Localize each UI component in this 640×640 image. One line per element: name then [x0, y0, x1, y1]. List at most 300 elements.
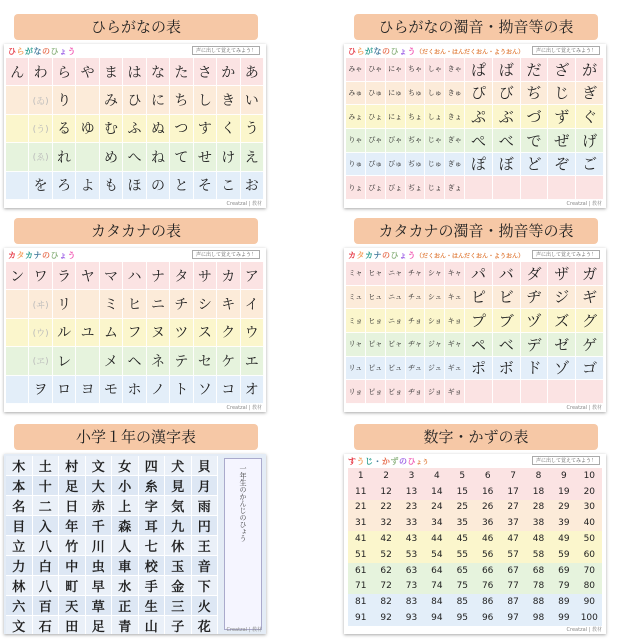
number-cell: 82	[373, 594, 398, 610]
number-cell: 95	[450, 610, 475, 626]
kanji-grid	[6, 456, 218, 632]
kana-cell: ダ	[521, 262, 549, 286]
kanji-cell: 年	[59, 516, 86, 536]
kanji-cell: 十	[33, 476, 60, 496]
subtitle-char: ひ	[348, 47, 356, 56]
kanji-cell: 七	[139, 536, 166, 556]
numbers-sheet	[344, 454, 606, 634]
kana-cell: ヂョ	[406, 380, 426, 404]
number-cell: 28	[526, 500, 551, 516]
subtitle-char: が	[25, 47, 33, 56]
number-cell: 68	[526, 563, 551, 579]
kana-cell: (ゑ)	[29, 143, 52, 171]
subtitle-char: ょ	[59, 251, 67, 260]
number-cell: 9	[551, 468, 576, 484]
kana-cell: ぐ	[576, 105, 604, 129]
kana-cell: ヂャ	[406, 333, 426, 357]
kana-cell: リャ	[346, 333, 366, 357]
number-cell: 70	[577, 563, 602, 579]
number-cell: 15	[450, 484, 475, 500]
kana-cell: ひょ	[366, 105, 386, 129]
kana-cell: みゅ	[346, 82, 366, 106]
subtitle-char: ひ	[8, 47, 16, 56]
kana-cell: じゅ	[425, 153, 445, 177]
kana-cell: モ	[100, 376, 123, 404]
kana-cell: れ	[53, 143, 76, 171]
kana-cell: そ	[194, 172, 217, 200]
number-cell: 55	[450, 547, 475, 563]
kana-cell: り	[53, 86, 76, 114]
kana-cell: きょ	[445, 105, 465, 129]
subtitle-char: カ	[8, 251, 16, 260]
kana-cell: を	[29, 172, 52, 200]
kana-cell: ジ	[548, 286, 576, 310]
kana-cell: デ	[521, 333, 549, 357]
kana-cell: う	[241, 115, 264, 143]
kana-cell	[521, 176, 549, 200]
kana-cell: ノ	[147, 376, 170, 404]
kana-cell: ギュ	[445, 357, 465, 381]
number-cell: 83	[399, 594, 424, 610]
kana-cell	[465, 176, 493, 200]
subtitle-char: う	[407, 47, 416, 56]
kana-cell: ハ	[123, 262, 146, 290]
kana-cell: グ	[576, 309, 604, 333]
subtitle-char: ナ	[33, 251, 42, 260]
kana-cell: る	[53, 115, 76, 143]
number-cell: 91	[348, 610, 373, 626]
number-cell: 100	[577, 610, 602, 626]
subtitle	[348, 250, 525, 261]
kana-cell: ビャ	[386, 333, 406, 357]
kana-cell: ぴ	[465, 82, 493, 106]
kana-cell	[76, 86, 99, 114]
kana-cell: べ	[493, 129, 521, 153]
kana-cell: みょ	[346, 105, 366, 129]
kana-cell: コ	[217, 376, 240, 404]
subtitle-char: ょ	[59, 47, 67, 56]
kana-cell	[521, 380, 549, 404]
number-cell: 88	[526, 594, 551, 610]
kana-cell: は	[123, 58, 146, 86]
kana-cell: ち	[170, 86, 193, 114]
kana-cell	[465, 380, 493, 404]
number-cell: 93	[399, 610, 424, 626]
kana-cell: チョ	[406, 309, 426, 333]
kana-cell: ざ	[548, 58, 576, 82]
panel-hiragana	[0, 14, 270, 210]
subtitle-char: う	[356, 457, 365, 466]
number-cell: 54	[424, 547, 449, 563]
number-cell: 18	[526, 484, 551, 500]
kana-cell: にゃ	[386, 58, 406, 82]
kana-cell: ゲ	[576, 333, 604, 357]
kana-cell: む	[100, 115, 123, 143]
number-cell: 97	[500, 610, 525, 626]
kana-cell: ぶ	[493, 105, 521, 129]
kana-cell: せ	[194, 143, 217, 171]
kana-cell: き	[217, 86, 240, 114]
kana-cell	[76, 347, 99, 375]
sheet-note: 声に出して覚えてみよう！	[532, 46, 600, 55]
number-cell: 71	[348, 579, 373, 595]
kana-cell: じ	[548, 82, 576, 106]
number-cell: 61	[348, 563, 373, 579]
subtitle-char: ず	[390, 457, 399, 466]
kanji-cell: 天	[59, 596, 86, 616]
number-cell: 4	[424, 468, 449, 484]
kana-cell: ぎ	[576, 82, 604, 106]
number-cell: 24	[424, 500, 449, 516]
kana-cell	[6, 143, 29, 171]
number-cell: 22	[373, 500, 398, 516]
kanji-cell: 貝	[192, 456, 219, 476]
subtitle-char: の	[42, 47, 50, 56]
hiragana-sheet	[4, 44, 266, 208]
kana-cell: ミャ	[346, 262, 366, 286]
kana-cell: ほ	[123, 172, 146, 200]
kana-cell: にゅ	[386, 82, 406, 106]
number-cell: 63	[399, 563, 424, 579]
number-cell: 89	[551, 594, 576, 610]
kanji-cell: 四	[139, 456, 166, 476]
kana-cell: ペ	[465, 333, 493, 357]
kana-cell: バ	[493, 262, 521, 286]
number-cell: 99	[551, 610, 576, 626]
subtitle-char: な	[373, 47, 382, 56]
subtitle-char: ょ	[399, 251, 407, 260]
kana-cell: タ	[170, 262, 193, 290]
kana-cell: マ	[100, 262, 123, 290]
number-cell: 23	[399, 500, 424, 516]
kana-cell: さ	[194, 58, 217, 86]
kana-cell: ぎゃ	[445, 129, 465, 153]
number-cell: 73	[399, 579, 424, 595]
number-cell: 80	[577, 579, 602, 595]
kanji-cell: 三	[165, 596, 192, 616]
kanji-cell: 力	[6, 556, 33, 576]
kana-cell: づ	[521, 105, 549, 129]
kanji-cell: 田	[59, 616, 86, 634]
kana-cell: みゃ	[346, 58, 366, 82]
subtitle-char: が	[365, 47, 373, 56]
number-cell: 57	[500, 547, 525, 563]
kana-cell: ぼ	[493, 153, 521, 177]
kanji-cell: 女	[112, 456, 139, 476]
number-cell: 66	[475, 563, 500, 579]
number-cell: 32	[373, 515, 398, 531]
kanji-cell: 花	[192, 616, 219, 634]
kana-cell: あ	[241, 58, 264, 86]
subtitle-char: う	[67, 47, 76, 56]
kana-cell: ギャ	[445, 333, 465, 357]
kana-cell: ミ	[100, 290, 123, 318]
kana-cell: ワ	[29, 262, 52, 290]
subtitle-char: の	[42, 251, 50, 260]
kanji-cell: 石	[33, 616, 60, 634]
kanji-cell: 雨	[192, 496, 219, 516]
kana-cell: ヒュ	[366, 286, 386, 310]
kana-cell: ル	[53, 319, 76, 347]
kana-cell: ま	[100, 58, 123, 86]
number-cell: 48	[526, 531, 551, 547]
kana-cell: ク	[217, 319, 240, 347]
kana-cell: キョ	[445, 309, 465, 333]
kana-cell: ひゅ	[366, 82, 386, 106]
kana-grid	[346, 262, 604, 404]
kana-cell: ウ	[241, 319, 264, 347]
kana-cell: ホ	[123, 376, 146, 404]
kanji-cell: 千	[86, 516, 113, 536]
kana-cell: ヂュ	[406, 357, 426, 381]
kana-cell: ム	[100, 319, 123, 347]
kana-cell: ジュ	[425, 357, 445, 381]
kana-cell: ぎゅ	[445, 153, 465, 177]
subtitle-char: ひ	[390, 251, 399, 260]
number-cell: 30	[577, 500, 602, 516]
kana-cell: え	[241, 143, 264, 171]
kana-cell: ツ	[170, 319, 193, 347]
kanji-cell: 耳	[139, 516, 166, 536]
sheet-note: 声に出して覚えてみよう！	[532, 456, 600, 465]
kana-cell: ベ	[493, 333, 521, 357]
kana-cell: テ	[170, 347, 193, 375]
kana-cell: ソ	[194, 376, 217, 404]
kana-cell: ビョ	[386, 380, 406, 404]
kanji-cell: 木	[6, 456, 33, 476]
kana-cell: お	[241, 172, 264, 200]
number-cell: 21	[348, 500, 373, 516]
kanji-cell: 草	[86, 596, 113, 616]
kana-cell	[6, 319, 29, 347]
kana-cell: しゃ	[425, 58, 445, 82]
kanji-cell: 休	[165, 536, 192, 556]
kana-cell: ヘ	[123, 347, 146, 375]
number-cell: 35	[450, 515, 475, 531]
kana-cell: ぱ	[465, 58, 493, 82]
subtitle-char: （だくおん・はんだくおん・ようおん）	[416, 253, 525, 260]
kana-cell: ユ	[76, 319, 99, 347]
number-cell: 34	[424, 515, 449, 531]
kanji-cell: 糸	[139, 476, 166, 496]
kana-cell: パ	[465, 262, 493, 286]
kana-cell	[548, 176, 576, 200]
kana-cell: ズ	[548, 309, 576, 333]
kana-cell: シュ	[425, 286, 445, 310]
kana-cell: キ	[217, 290, 240, 318]
kanji-cell: 見	[165, 476, 192, 496]
kanji-cell: 早	[86, 576, 113, 596]
kanji-cell: 水	[112, 576, 139, 596]
kana-cell: や	[76, 58, 99, 86]
kanji-cell: 犬	[165, 456, 192, 476]
kanji-cell: 上	[112, 496, 139, 516]
number-cell: 65	[450, 563, 475, 579]
number-cell: 29	[551, 500, 576, 516]
number-cell: 56	[475, 547, 500, 563]
kanji-cell: 青	[112, 616, 139, 634]
number-cell: 44	[424, 531, 449, 547]
number-cell: 62	[373, 563, 398, 579]
kana-cell: ミョ	[346, 309, 366, 333]
subtitle-char: ・	[373, 457, 382, 466]
number-cell: 17	[500, 484, 525, 500]
subtitle-char: ら	[356, 47, 365, 56]
kanji-sheet	[4, 454, 266, 634]
number-cell: 6	[475, 468, 500, 484]
kana-cell: キュ	[445, 286, 465, 310]
kana-cell: ケ	[217, 347, 240, 375]
kana-cell: りゅ	[346, 153, 366, 177]
kana-cell: ぺ	[465, 129, 493, 153]
subtitle-char: う	[67, 251, 76, 260]
subtitle-char: ひ	[50, 251, 59, 260]
kanji-cell: 白	[33, 556, 60, 576]
kana-cell: く	[217, 115, 240, 143]
kana-cell: ガ	[576, 262, 604, 286]
number-cell: 41	[348, 531, 373, 547]
kanji-cell: 小	[112, 476, 139, 496]
kana-cell: ス	[194, 319, 217, 347]
kana-cell: よ	[76, 172, 99, 200]
panel-katakana	[0, 218, 270, 414]
kana-cell: ろ	[53, 172, 76, 200]
sheet-note: 声に出して覚えてみよう！	[192, 46, 260, 55]
kana-cell: ピョ	[366, 380, 386, 404]
kanji-cell: 下	[192, 576, 219, 596]
panel-title: ひらがなの濁音・拗音等の表	[354, 14, 598, 40]
kana-cell: ら	[53, 58, 76, 86]
kana-cell: ヅ	[521, 309, 549, 333]
kana-cell: セ	[194, 347, 217, 375]
kana-cell: ぴゅ	[366, 153, 386, 177]
number-cell: 12	[373, 484, 398, 500]
kana-cell: ヌ	[147, 319, 170, 347]
kana-cell: ヂ	[521, 286, 549, 310]
subtitle-char: じ	[365, 457, 373, 466]
kana-cell: の	[147, 172, 170, 200]
sheet-note: 声に出して覚えてみよう！	[192, 250, 260, 259]
kana-cell: で	[521, 129, 549, 153]
kana-cell	[6, 290, 29, 318]
kana-cell: ぢ	[521, 82, 549, 106]
kana-cell	[6, 115, 29, 143]
kana-cell: じゃ	[425, 129, 445, 153]
number-grid	[348, 468, 602, 626]
kanji-cell: 町	[59, 576, 86, 596]
kanji-cell: 九	[165, 516, 192, 536]
footer: Creatzal | 教材	[566, 627, 602, 633]
kana-cell: ぎょ	[445, 176, 465, 200]
kana-cell: す	[194, 115, 217, 143]
number-cell: 7	[500, 468, 525, 484]
number-cell: 51	[348, 547, 373, 563]
kana-cell: きゅ	[445, 82, 465, 106]
kana-cell: ゴ	[576, 357, 604, 381]
kana-cell: だ	[521, 58, 549, 82]
footer: Creatzal | 教材	[226, 201, 262, 207]
subtitle	[8, 46, 76, 57]
kanji-cell: 足	[59, 476, 86, 496]
kanji-cell: 気	[165, 496, 192, 516]
kanji-side-panel	[224, 458, 262, 630]
kana-cell: も	[100, 172, 123, 200]
number-cell: 47	[500, 531, 525, 547]
kana-cell: ぴゃ	[366, 129, 386, 153]
kanji-cell: 林	[6, 576, 33, 596]
kanji-cell: 子	[165, 616, 192, 634]
kana-cell: ば	[493, 58, 521, 82]
kanji-cell: 村	[59, 456, 86, 476]
kana-cell: け	[217, 143, 240, 171]
number-cell: 10	[577, 468, 602, 484]
kana-cell: ブ	[493, 309, 521, 333]
number-cell: 81	[348, 594, 373, 610]
panel-title: カタカナの濁音・拗音等の表	[354, 218, 598, 244]
kana-cell: チャ	[406, 262, 426, 286]
kana-cell: ギョ	[445, 380, 465, 404]
kanji-cell: 手	[139, 576, 166, 596]
number-cell: 38	[526, 515, 551, 531]
kana-cell: ちゃ	[406, 58, 426, 82]
number-cell: 76	[475, 579, 500, 595]
number-cell: 74	[424, 579, 449, 595]
kanji-cell: 立	[6, 536, 33, 556]
subtitle-char: ひ	[390, 47, 399, 56]
kana-cell: サ	[194, 262, 217, 290]
panel-title: 小学１年の漢字表	[14, 424, 258, 450]
kana-cell: て	[170, 143, 193, 171]
kana-cell: た	[170, 58, 193, 86]
kana-cell: ん	[6, 58, 29, 86]
footer: Creatzal | 教材	[226, 627, 262, 633]
kana-cell: にょ	[386, 105, 406, 129]
number-cell: 39	[551, 515, 576, 531]
kana-cell: ヤ	[76, 262, 99, 290]
kanji-cell: 文	[86, 456, 113, 476]
kanji-cell: 八	[33, 536, 60, 556]
number-cell: 52	[373, 547, 398, 563]
kana-cell: オ	[241, 376, 264, 404]
kanji-cell: 百	[33, 596, 60, 616]
kana-cell: びゅ	[386, 153, 406, 177]
kana-cell	[76, 143, 99, 171]
number-cell: 75	[450, 579, 475, 595]
kanji-cell: 川	[86, 536, 113, 556]
kana-cell: ちょ	[406, 105, 426, 129]
kana-cell: びゃ	[386, 129, 406, 153]
number-cell: 79	[551, 579, 576, 595]
kana-cell: つ	[170, 115, 193, 143]
panel-title: ひらがなの表	[14, 14, 258, 40]
kana-cell: わ	[29, 58, 52, 86]
kana-cell: フ	[123, 319, 146, 347]
number-cell: 72	[373, 579, 398, 595]
subtitle-char: の	[399, 457, 407, 466]
kana-cell: (う)	[29, 115, 52, 143]
hiragana-dakuon-sheet	[344, 44, 606, 208]
kanji-cell: 赤	[86, 496, 113, 516]
kana-cell: ぽ	[465, 153, 493, 177]
kanji-cell: 森	[112, 516, 139, 536]
footer: Creatzal | 教材	[226, 405, 262, 411]
kana-cell: エ	[241, 347, 264, 375]
kanji-cell: 名	[6, 496, 33, 516]
subtitle-char: な	[33, 47, 42, 56]
kana-cell: ご	[576, 153, 604, 177]
kana-cell: チュ	[406, 286, 426, 310]
kana-cell: に	[147, 86, 170, 114]
